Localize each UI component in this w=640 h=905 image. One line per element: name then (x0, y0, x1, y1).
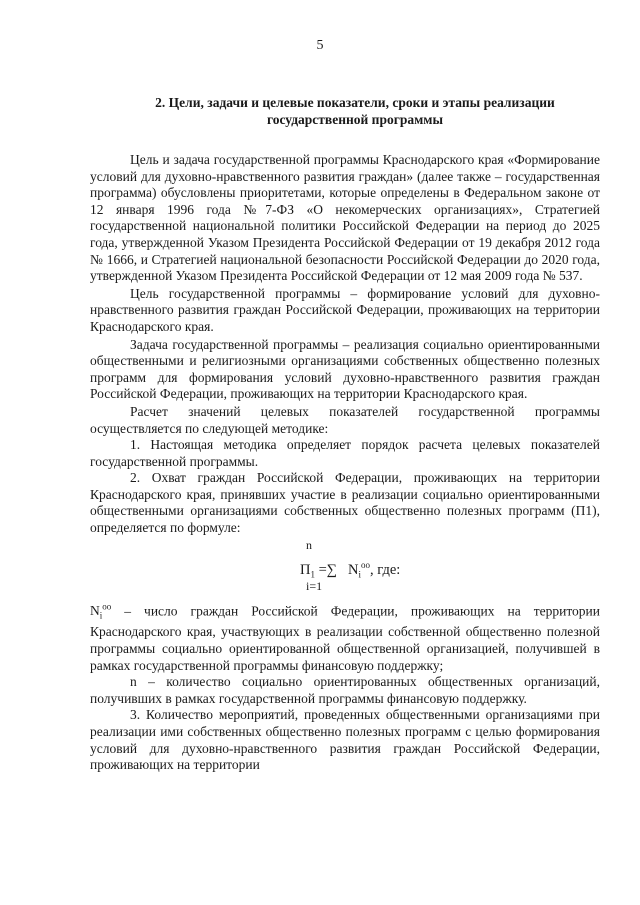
formula-lhs-subscript: 1 (310, 569, 315, 580)
formula-rhs-subscript: i (358, 569, 361, 580)
term-definition-text: – число граждан Российской Федерации, проживающих на территории Краснодарского края, участвующих в реализации собственной общественно полезной программы социально ориентированной общественной организацией, получившей в рамках государственной программы финансовую поддержку; (90, 603, 601, 673)
document-body (90, 152, 600, 774)
paragraph-program-goal: Цель государственной программы – формирование условий для духовно-нравственного развития граждан Российской Федерации, проживающих на территории Краснодарского края. (90, 285, 600, 334)
formula (90, 537, 600, 599)
formula-tail: , где: (370, 561, 401, 578)
paragraph-calculation-intro: Расчет значений целевых показателей государственной программы осуществляется по следующей методике: (90, 403, 600, 436)
section-heading (120, 94, 590, 128)
term-symbol-superscript: оо (102, 601, 112, 612)
term-definition-n: n – количество социально ориентированных общественных организаций, получивших в рамках государственной программы финансовую поддержку. (90, 674, 600, 706)
paragraph-goal-and-task: Цель и задача государственной программы Краснодарского края «Формирование условий для духовно-нравственного развития граждан» (далее также – государственная программа) обусловлены приоритетами, которые определены в Федеральном законе от 12 января 1996 года №7-ФЗ «О некомерческих организациях», Стратегией государственной национальной политики Российской Федерации на период до 2025 года, утвержденной Указом Президента Российской Федерации от 19 декабря 2012 года № 1666, и Стратегией национальной безопасности Российской Федерации до 2020 года, утвержденной Указом Президента Российской Федерации от 12 мая 2009 года № 537. (90, 152, 600, 284)
term-symbol-base: N (90, 603, 100, 619)
formula-upper-limit: n (306, 537, 312, 552)
heading-line-2: государственной программы (266, 112, 444, 127)
formula-rhs-superscript: оо (361, 559, 370, 570)
formula-lower-limit: i=1 (306, 578, 323, 593)
list-item-3: 3. Количество мероприятий, проведенных общественными организациями при реализации ими собственных общественно полезных программ с целью формирования условий для духовно-нравственного развития граждан Российской Федерации, проживающих на территории (90, 707, 600, 773)
heading-line-1: 2. Цели, задачи и целевые показатели, сроки и этапы реализации (155, 95, 555, 110)
page-number: 5 (316, 38, 324, 53)
list-item-1: 1. Настоящая методика определяет порядок расчета целевых показателей государственной программы. (90, 437, 600, 469)
formula-sum-operator: =∑ (318, 561, 338, 578)
term-symbol-subscript: i (99, 610, 103, 621)
paragraph-program-task: Задача государственной программы – реализация социально ориентированными общественными и религиозными организациями собственных общественно полезных программ для формирования условий духовно-нравственного развития граждан Российской Федерации, проживающих на территории Краснодарского края. (90, 336, 600, 402)
term-definition-ni (90, 599, 600, 675)
formula-lhs: П (300, 561, 311, 578)
term-symbol (90, 601, 112, 621)
formula-rhs: N (348, 561, 359, 578)
list-item-2: 2. Охват граждан Российской Федерации, проживающих на территории Краснодарского края, принявших участие в реализации социально ориентированными общественными организациями собственных общественно полезных программ (П1), определяется по формуле: (90, 470, 600, 536)
